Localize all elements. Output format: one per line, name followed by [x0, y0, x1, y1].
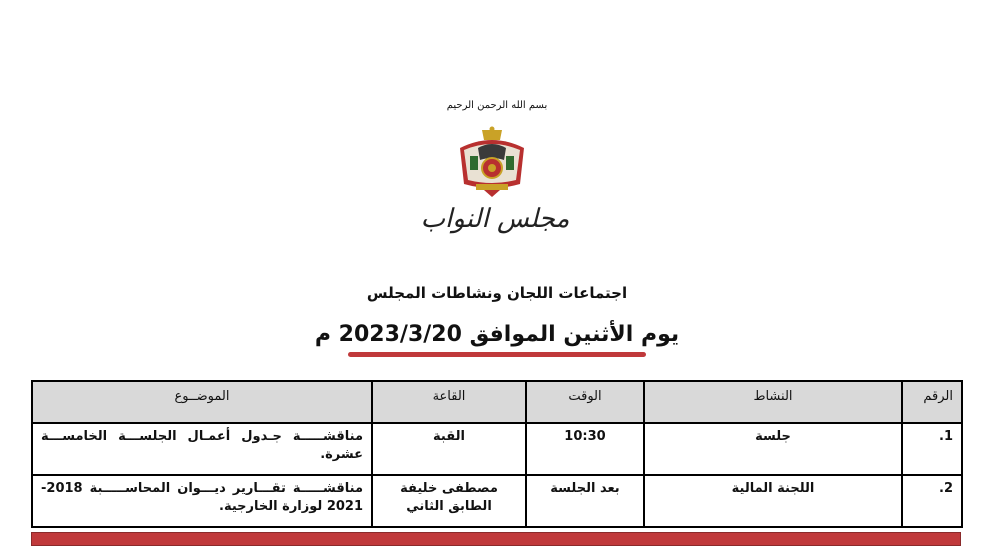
page-heading: اجتماعات اللجان ونشاطات المجلس — [366, 284, 628, 302]
column-header-number: الرقم — [902, 381, 962, 423]
table-header-row — [32, 381, 962, 423]
column-header-time: الوقت — [526, 381, 644, 423]
column-header-activity: النشاط — [644, 381, 902, 423]
date-underline — [348, 352, 646, 357]
row-activity: اللجنة المالية — [644, 475, 902, 527]
schedule-table — [31, 380, 963, 528]
date-heading: يوم الأثنين الموافق 2023/3/20 م — [314, 322, 680, 347]
row-hall: مصطفى خليفة الطابق الثاني — [372, 475, 526, 527]
table-row — [32, 475, 962, 527]
row-topic: مناقشـــــة جـدول أعمـال الجلســـة الخامســـة عشرة. — [32, 423, 372, 475]
bottom-divider-bar — [31, 532, 961, 546]
basmala-text: بسم الله الرحمن الرحيم — [446, 100, 548, 111]
row-activity: جلسة — [644, 423, 902, 475]
row-number: 1. — [902, 423, 962, 475]
column-header-topic: الموضــوع — [32, 381, 372, 423]
coat-of-arms-emblem — [454, 126, 530, 198]
row-time: بعد الجلسة — [526, 475, 644, 527]
row-number: 2. — [902, 475, 962, 527]
row-time: 10:30 — [526, 423, 644, 475]
row-topic: مناقشـــــة تقـــارير ديـــوان المحاســـــبة 2018-2021 لوزارة الخارجية. — [32, 475, 372, 527]
table-row — [32, 423, 962, 475]
parliament-calligraphy-logo: مجلس النواب — [420, 204, 570, 234]
column-header-hall: القاعة — [372, 381, 526, 423]
row-hall: القبة — [372, 423, 526, 475]
